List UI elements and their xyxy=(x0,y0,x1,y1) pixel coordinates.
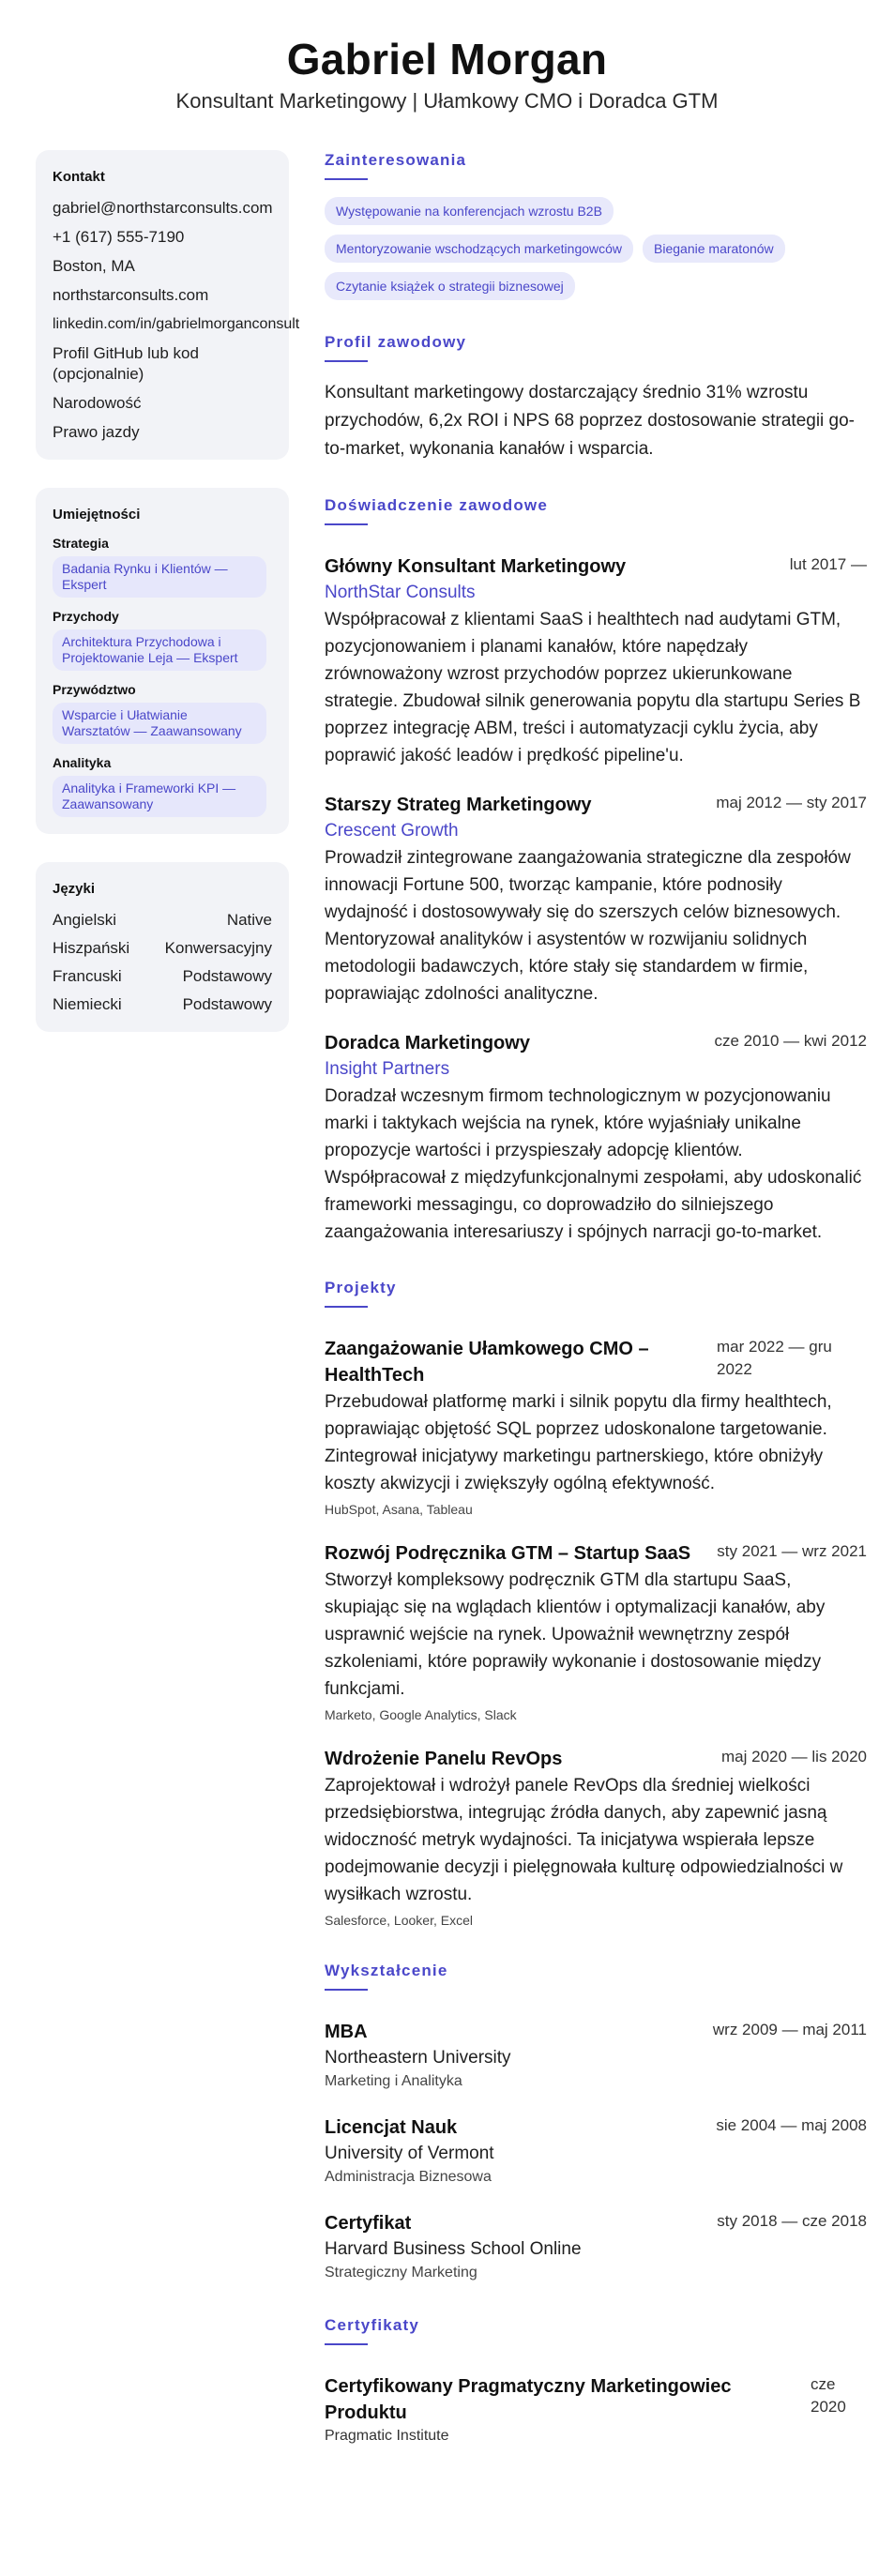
project-tools: Marketo, Google Analytics, Slack xyxy=(325,1707,517,1722)
contact-website[interactable]: northstarconsults.com xyxy=(53,286,209,304)
section-title: Zainteresowania xyxy=(325,151,467,169)
section-title: Wykształcenie xyxy=(325,1962,448,1979)
skill-group xyxy=(53,755,272,817)
interest-tag: Czytanie książek o strategii biznesowej xyxy=(325,272,575,300)
certification-issuer: Pragmatic Institute xyxy=(325,2428,449,2444)
degree-title: Licencjat Nauk xyxy=(325,2117,458,2138)
school-name: University of Vermont xyxy=(325,2144,494,2163)
resume-columns xyxy=(36,150,868,2478)
interest-tag: Bieganie maratonów xyxy=(643,235,785,263)
job-title: Doradca Marketingowy xyxy=(325,1033,530,1053)
project-date: sty 2021 — wrz 2021 xyxy=(717,1542,867,1560)
interest-tag: Mentoryzowanie wschodzących marketingowców xyxy=(325,235,633,263)
skill-group-title: Analityka xyxy=(53,755,112,770)
study-field: Marketing i Analityka xyxy=(325,2073,462,2089)
projects-section xyxy=(325,1278,867,1929)
job-title: Główny Konsultant Marketingowy xyxy=(325,556,627,577)
language-level: Podstawowy xyxy=(182,967,272,985)
skill-group xyxy=(53,682,272,744)
language-row xyxy=(53,966,272,987)
certification-entry xyxy=(325,2373,867,2447)
education-date: sie 2004 — maj 2008 xyxy=(716,2116,867,2134)
school-name: Northeastern University xyxy=(325,2048,511,2068)
job-title: Starszy Strateg Marketingowy xyxy=(325,795,592,815)
interests-section xyxy=(325,150,867,300)
experience-entry xyxy=(325,553,867,769)
education-date: wrz 2009 — maj 2011 xyxy=(712,2021,867,2038)
contact-phone[interactable]: +1 (617) 555-7190 xyxy=(53,228,185,246)
section-divider xyxy=(325,2343,368,2345)
job-description: Doradzał wczesnym firmom technologicznym w pozycjonowaniu marki i taktykach wejścia na rynek, które wyjaśniały unikalne propozycje wartości i przyspieszały adopcję klientów. Współpracował z międzyfunkcjonalnymi zespołami, aby udoskonalić frameworki messagingu, co doprowadziło do silniejszego zaangażowania interesariuszy i spójnych narracji go-to-market. xyxy=(325,1086,862,1242)
language-name: Niemiecki xyxy=(53,995,122,1013)
skills-card xyxy=(36,488,289,834)
job-date: maj 2012 — sty 2017 xyxy=(716,794,867,811)
section-title: Certyfikaty xyxy=(325,2316,420,2334)
skill-group-title: Strategia xyxy=(53,536,109,551)
project-description: Zaprojektował i wdrożył panele RevOps dla średniej wielkości przedsiębiorstwa, integrując źródła danych, aby zapewnić jasną widoczność metryk wydajności. Ta inicjatywa wspierała lepsze podejmowanie decyzji i pielęgnowała kulturę odpowiedzialności w wysiłkach wzrostu. xyxy=(325,1776,843,1904)
resume-header xyxy=(0,0,894,120)
study-field: Strategiczny Marketing xyxy=(325,2265,477,2281)
skill-group xyxy=(53,609,272,671)
project-entry xyxy=(325,1336,867,1518)
company-name: NorthStar Consults xyxy=(325,583,476,602)
company-name: Crescent Growth xyxy=(325,821,459,841)
job-description: Współpracował z klientami SaaS i healthtech nad audytami GTM, pozycjonowaniem i planami kanałów, które napędzały zrównoważony wzrost przychodów poprzez ukierunkowane strategie. Zbudował silnik generowania popytu dla startupu Series B poprzez integrację ABM, treści i automatyzacji cyklu życia, aby poprawić jakość leadów i prędkość pipeline'u. xyxy=(325,610,861,765)
languages-title: Języki xyxy=(53,881,96,897)
skill-group-title: Przychody xyxy=(53,609,119,624)
contact-linkedin[interactable]: linkedin.com/in/gabrielmorganconsult xyxy=(53,316,300,332)
experience-entry xyxy=(325,1030,867,1246)
section-divider xyxy=(325,523,368,525)
contact-location: Boston, MA xyxy=(53,257,135,275)
language-level: Podstawowy xyxy=(182,995,272,1013)
skill-group xyxy=(53,536,272,598)
education-entry xyxy=(325,2019,867,2092)
education-entry xyxy=(325,2210,867,2283)
project-entry xyxy=(325,1540,867,1723)
project-date: maj 2020 — lis 2020 xyxy=(721,1748,867,1765)
language-level: Native xyxy=(226,911,272,929)
language-name: Angielski xyxy=(53,911,117,929)
contact-card xyxy=(36,150,300,460)
contact-github: Profil GitHub lub kod (opcjonalnie) xyxy=(53,344,199,383)
project-description: Przebudował platformę marki i silnik popytu dla firmy healthtech, poprawiając objętość SQL poprzez udoskonalone targetowanie. Zintegrował inicjatywy marketingu partnerskiego, które obniżyły koszty akwizycji i zwiększyły ogólną efektywność. xyxy=(325,1392,832,1493)
experience-section xyxy=(325,495,867,1246)
company-name: Insight Partners xyxy=(325,1059,450,1079)
section-divider xyxy=(325,178,368,180)
education-date: sty 2018 — cze 2018 xyxy=(717,2212,867,2230)
job-date: cze 2010 — kwi 2012 xyxy=(714,1032,867,1050)
interest-tags xyxy=(325,197,867,300)
contact-title: Kontakt xyxy=(53,169,105,185)
project-title: Rozwój Podręcznika GTM – Startup SaaS xyxy=(325,1543,691,1564)
project-title: Wdrożenie Panelu RevOps xyxy=(325,1749,563,1769)
education-entry xyxy=(325,2114,867,2188)
language-row xyxy=(53,994,272,1015)
degree-title: MBA xyxy=(325,2022,368,2042)
language-name: Hiszpański xyxy=(53,939,130,957)
language-name: Francuski xyxy=(53,967,122,985)
school-name: Harvard Business School Online xyxy=(325,2239,582,2259)
section-title: Profil zawodowy xyxy=(325,333,467,351)
language-row xyxy=(53,938,272,959)
candidate-headline: Konsultant Marketingowy | Ułamkowy CMO i Doradca GTM xyxy=(175,89,719,113)
project-date: mar 2022 — gru 2022 xyxy=(717,1338,832,1378)
sidebar xyxy=(36,150,300,2478)
skill-group-title: Przywództwo xyxy=(53,682,136,697)
section-divider xyxy=(325,1989,368,1991)
project-entry xyxy=(325,1746,867,1929)
certifications-section xyxy=(325,2315,867,2447)
degree-title: Certyfikat xyxy=(325,2213,412,2234)
skills-title: Umiejętności xyxy=(53,507,141,523)
skill-pill: Badania Rynku i Klientów — Ekspert xyxy=(53,556,266,598)
certification-date: cze 2020 xyxy=(811,2375,846,2416)
interest-tag: Występowanie na konferencjach wzrostu B2B xyxy=(325,197,614,225)
education-section xyxy=(325,1961,867,2283)
main-content xyxy=(325,150,867,2478)
contact-license: Prawo jazdy xyxy=(53,423,140,441)
experience-entry xyxy=(325,792,867,1008)
project-description: Stworzył kompleksowy podręcznik GTM dla startupu SaaS, skupiając się na wglądach klientów i optymalizacji kanałów, aby usprawnić wejście na rynek. Upoważnił wewnętrzny zespół szkoleniami, które poprawiły wykonanie i dostosowanie między funkcjami. xyxy=(325,1570,826,1699)
contact-nationality: Narodowość xyxy=(53,394,142,412)
section-divider xyxy=(325,1306,368,1308)
project-title: Zaangażowanie Ułamkowego CMO – HealthTech xyxy=(325,1339,649,1386)
skill-pill: Wsparcie i Ułatwianie Warsztatów — Zaawansowany xyxy=(53,703,266,744)
skill-pill: Architektura Przychodowa i Projektowanie Leja — Ekspert xyxy=(53,629,266,671)
section-title: Projekty xyxy=(325,1279,397,1296)
candidate-name: Gabriel Morgan xyxy=(286,35,608,83)
job-description: Prowadził zintegrowane zaangażowania strategiczne dla zespołów innowacji Fortune 500, tworząc kampanie, które podnosiły wydajność i dostosowywały się do szerszych celów biznesowych. Mentoryzował analityków i asystentów w rozwijaniu solidnych metodologii badawczych, które stały się standardem w firmie, poprawiając zdolności analityczne. xyxy=(325,848,851,1004)
job-date: lut 2017 — xyxy=(789,555,867,573)
study-field: Administracja Biznesowa xyxy=(325,2169,492,2185)
contact-email[interactable]: gabriel@northstarconsults.com xyxy=(53,199,273,217)
section-title: Doświadczenie zawodowe xyxy=(325,496,549,514)
project-tools: HubSpot, Asana, Tableau xyxy=(325,1502,473,1517)
profile-summary: Konsultant marketingowy dostarczający średnio 31% wzrostu przychodów, 6,2x ROI i NPS 68 poprzez dostosowanie strategii go-to-market, wykonania kanałów i wsparcia. xyxy=(325,383,856,459)
languages-card xyxy=(36,862,289,1032)
language-row xyxy=(53,910,272,931)
section-divider xyxy=(325,360,368,362)
project-tools: Salesforce, Looker, Excel xyxy=(325,1913,473,1928)
profile-section xyxy=(325,332,867,463)
language-level: Konwersacyjny xyxy=(164,939,272,957)
skill-pill: Analityka i Frameworki KPI — Zaawansowany xyxy=(53,776,266,817)
certification-title: Certyfikowany Pragmatyczny Marketingowiec Produktu xyxy=(325,2376,732,2423)
